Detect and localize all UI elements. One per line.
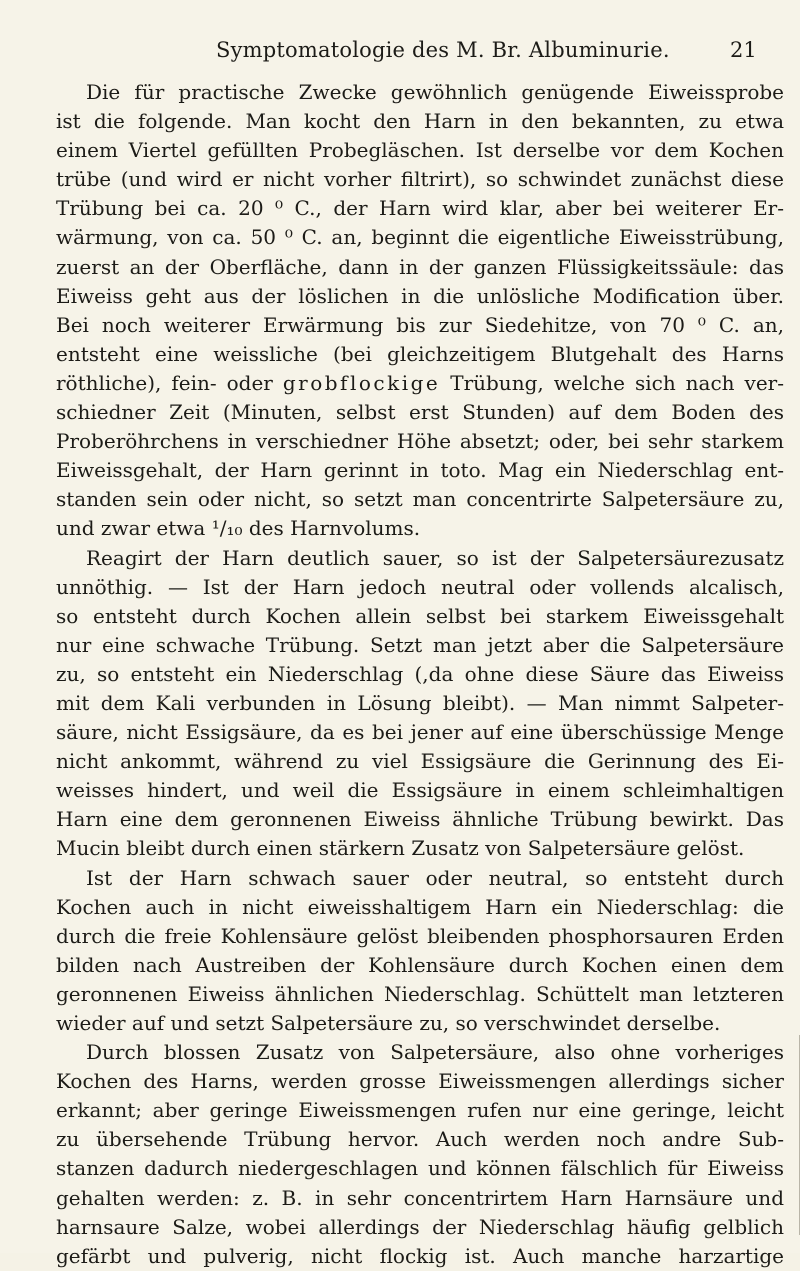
text-line: durch die freie Kohlensäure gelöst bleibenden phosphorsauren Erden — [56, 923, 784, 948]
text-line: Reagirt der Harn deutlich sauer, so ist der Salpetersäurezusatz — [86, 545, 784, 570]
text-line: mit dem Kali verbunden in Lösung bleibt). — Man nimmt Salpeter- — [56, 690, 784, 715]
text-line: Kochen des Harns, werden grosse Eiweissmengen allerdings sicher — [56, 1069, 784, 1094]
text-line: wieder auf und setzt Salpetersäure zu, so verschwindet derselbe. — [56, 1011, 721, 1035]
text-line: Eiweiss geht aus der löslichen in die unlösliche Modification über. — [56, 283, 784, 308]
text-line: Durch blossen Zusatz von Salpetersäure, also ohne vorheriges — [86, 1040, 784, 1065]
running-title: Symptomatologie des M. Br. Albuminurie. — [216, 38, 670, 62]
text-line: Harn eine dem geronnenen Eiweiss ähnliche Trübung bewirkt. Das — [56, 807, 784, 832]
text-line: säure, nicht Essigsäure, da es bei jener auf eine überschüssige Menge — [56, 720, 784, 745]
text-line: gehalten werden: z. B. in sehr concentrirtem Harn Harnsäure und — [56, 1185, 784, 1210]
text-line: unnöthig. — Ist der Harn jedoch neutral oder vollends alcalisch, — [56, 574, 784, 599]
text-line: nur eine schwache Trübung. Setzt man jetzt aber die Salpetersäure — [56, 632, 784, 657]
text-line: harnsaure Salze, wobei allerdings der Niederschlag häufig gelblich — [56, 1214, 784, 1239]
text-line: röthliche), fein- oder grobflockige Trübung, welche sich nach ver- — [56, 370, 784, 395]
text-line: Trübung bei ca. 20 ⁰ C., der Harn wird klar, aber bei weiterer Er- — [56, 196, 784, 221]
text-line: zuerst an der Oberfläche, dann in der ganzen Flüssigkeitssäule: das — [56, 254, 784, 279]
text-line: entsteht eine weissliche (bei gleichzeitigem Blutgehalt des Harns — [56, 341, 784, 366]
text-line: einem Viertel gefüllten Probegläschen. Ist derselbe vor dem Kochen — [56, 138, 784, 163]
page-number: 21 — [730, 38, 757, 62]
text-line: Bei noch weiterer Erwärmung bis zur Siedehitze, von 70 ⁰ C. an, — [56, 312, 784, 337]
text-line: nicht ankommt, während zu viel Essigsäure die Gerinnung des Ei- — [56, 749, 784, 774]
text-line: Eiweissgehalt, der Harn gerinnt in toto. Mag ein Niederschlag ent- — [56, 458, 784, 483]
text-line: so entsteht durch Kochen allein selbst bei starkem Eiweissgehalt — [56, 603, 784, 628]
text-line: stanzen dadurch niedergeschlagen und können fälschlich für Eiweiss — [56, 1156, 784, 1181]
text-line: zu übersehende Trübung hervor. Auch werden noch andre Sub- — [56, 1127, 784, 1152]
text-line: trübe (und wird er nicht vorher filtrirt), so schwindet zunächst diese — [56, 167, 784, 192]
text-line: Proberöhrchens in verschiedner Höhe absetzt; oder, bei sehr starkem — [56, 429, 784, 454]
text-line: bilden nach Austreiben der Kohlensäure durch Kochen einen dem — [56, 952, 784, 977]
text-line: geronnenen Eiweiss ähnlichen Niederschlag. Schüttelt man letzteren — [56, 981, 784, 1006]
text-line: weisses hindert, und weil die Essigsäure in einem schleimhaltigen — [56, 778, 784, 803]
text-line: erkannt; aber geringe Eiweissmengen rufen nur eine geringe, leicht — [56, 1098, 784, 1123]
text-line: ist die folgende. Man kocht den Harn in den bekannten, zu etwa — [56, 109, 784, 134]
emphasized-word: grobflockige — [282, 370, 441, 395]
text-line: Mucin bleibt durch einen stärkern Zusatz von Salpetersäure gelöst. — [56, 836, 745, 861]
text-line: wärmung, von ca. 50 ⁰ C. an, beginnt die eigentliche Eiweisstrübung, — [56, 225, 784, 250]
text-line: Kochen auch in nicht eiweisshaltigem Harn ein Niederschlag: die — [56, 894, 784, 919]
body-text — [56, 78, 784, 1271]
running-head — [0, 38, 800, 68]
text-line: zu, so entsteht ein Niederschlag (,da ohne diese Säure das Eiweiss — [56, 661, 784, 686]
text-line: schiedner Zeit (Minuten, selbst erst Stunden) auf dem Boden des — [56, 400, 784, 425]
text-line: gefärbt und pulverig, nicht flockig ist. Auch manche harzartige — [56, 1243, 784, 1268]
text-line: standen sein oder nicht, so setzt man concentrirte Salpetersäure zu, — [56, 487, 784, 512]
text-line: Ist der Harn schwach sauer oder neutral, so entsteht durch — [86, 865, 784, 890]
text-line: Die für practische Zwecke gewöhnlich genügende Eiweissprobe — [86, 80, 784, 104]
text-line: und zwar etwa ¹/₁₀ des Harnvolums. — [56, 516, 421, 541]
